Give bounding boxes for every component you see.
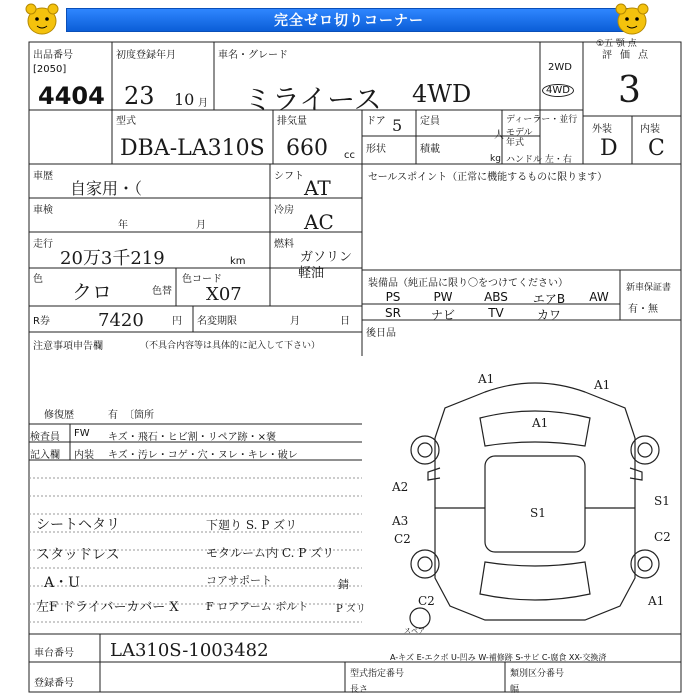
warranty-value: 有・無	[628, 304, 658, 315]
aftermarket-label: 後日品	[366, 328, 396, 339]
limit-day: 日	[340, 316, 350, 327]
damage-mark: C2	[394, 532, 411, 546]
checker-label: 検査員	[30, 432, 60, 443]
color-code-value: X07	[206, 284, 242, 305]
repair-value: 有	[108, 410, 118, 421]
inspector-note-2: モタルーム内 C. P ズリ	[206, 546, 335, 560]
color-value: クロ	[72, 280, 112, 304]
color-changed-label: 色替	[152, 286, 172, 297]
inspector-note-side: 錆	[338, 578, 349, 591]
inspector-note-2: コアサポート	[206, 574, 272, 587]
inspector-note-2: 下廻り S. P ズリ	[206, 518, 298, 532]
repair-label: 修復歴	[44, 410, 74, 421]
first-reg-month: 10	[174, 90, 195, 109]
damage-mark: A1	[594, 378, 611, 392]
sales-point-label: セールスポイント（正常に機能するものに限ります）	[368, 172, 608, 183]
limit-month: 月	[290, 316, 300, 327]
interior-label: 内装	[640, 124, 660, 135]
capacity-unit: 人	[494, 130, 504, 141]
model-value: DBA-LA310S	[120, 136, 265, 161]
first-reg-label: 初度登録年月	[116, 50, 176, 61]
damage-mark: S1	[530, 506, 546, 520]
shift-value: AT	[304, 176, 331, 200]
checker-fw: FW	[74, 428, 90, 439]
lot-label: 出品番号	[33, 50, 73, 61]
limit-label: 名変期限	[197, 316, 237, 327]
exterior-label: 外装	[592, 124, 612, 135]
usage-label: 車歴	[33, 171, 53, 182]
equipment-item: SR	[385, 306, 401, 320]
car-name-label: 車名・グレード	[218, 50, 288, 61]
recycle-unit: 円	[172, 316, 182, 327]
checker-interior: 内装	[74, 450, 94, 461]
banner-title: 完全ゼロ切りコーナー	[66, 8, 632, 32]
equipment-label: 装備品（純正品に限り〇をつけてください）	[368, 278, 568, 289]
mileage-value: 20万3千219	[60, 248, 165, 269]
equipment-item: TV	[488, 306, 504, 320]
color-label: 色	[33, 274, 43, 285]
damage-mark: A2	[392, 480, 409, 494]
damage-mark: C2	[418, 594, 435, 608]
first-reg-month-unit: 月	[198, 98, 208, 109]
equipment-row-1	[368, 290, 624, 307]
equipment-item: PS	[385, 290, 401, 304]
inspector-note-2: F ロアアーム ボルト	[206, 600, 309, 613]
mileage-label: 走行	[33, 239, 53, 250]
warranty-label: 新車保証書	[626, 283, 672, 293]
checker-interior-items: キズ・汚レ・コゲ・穴・ヌレ・キレ・破レ	[108, 450, 298, 461]
color-code-label: 色コード	[182, 274, 222, 285]
exterior-score: D	[600, 136, 618, 161]
drive-option-4wd: 4WD	[542, 84, 574, 97]
drive-option-2wd: 2WD	[548, 62, 572, 73]
car-name-value: ミライース	[244, 83, 382, 116]
spare-label: スペア	[404, 627, 425, 635]
displacement-value: 660	[286, 136, 328, 161]
header-snippet: ①五 顎 点	[596, 39, 637, 49]
equipment-item: ABS	[484, 290, 508, 304]
inspection-month-unit: 月	[196, 220, 206, 231]
equipment-row-2	[368, 306, 574, 323]
damage-mark: S1	[654, 494, 670, 508]
checker-fw-items: キズ・飛石・ヒビ割・リペア跡・×褒	[108, 432, 276, 443]
damage-mark: A1	[648, 594, 665, 608]
notes-label: 注意事項申告欄	[33, 341, 103, 352]
dealer-label: ディーラー・並行	[506, 115, 578, 125]
width-label: 幅	[510, 685, 520, 695]
aircon-value: AC	[304, 210, 334, 234]
door-value: 5	[392, 116, 403, 135]
equipment-item: PW	[433, 290, 453, 304]
checker-label-2: 記入欄	[30, 450, 60, 461]
inspector-note: スタッドレス	[36, 547, 120, 563]
inspection-label: 車検	[33, 205, 53, 216]
mileage-unit: km	[230, 256, 246, 267]
displacement-unit: cc	[344, 150, 355, 161]
aircon-label: 冷房	[274, 205, 294, 216]
fuel-label: 燃料	[274, 239, 294, 250]
equipment-item: AW	[589, 290, 609, 304]
equipment-item: エアB	[532, 292, 566, 306]
damage-mark: A1	[532, 416, 549, 430]
usage-value: 自家用・（	[70, 179, 143, 198]
notes-hint: （不具合内容等は具体的に記入して下さい）	[140, 341, 321, 351]
damage-mark: C2	[654, 530, 671, 544]
damage-mark: A1	[478, 372, 495, 386]
drive-value: 4WD	[412, 80, 472, 108]
score-label: 評価点	[602, 50, 656, 61]
chassis-label: 車台番号	[34, 648, 74, 659]
registration-label: 登録番号	[34, 678, 74, 689]
fuel-gasoline: ガソリン	[300, 250, 353, 265]
chassis-value: LA310S-1003482	[110, 640, 269, 661]
equipment-item: ナビ	[430, 308, 455, 322]
recycle-value: 7420	[98, 310, 144, 331]
lot-number: 4404	[38, 82, 105, 110]
first-reg-year: 23	[124, 82, 155, 110]
model-label: 型式	[116, 116, 136, 127]
inspector-note: 左F ドライバーカバー X	[36, 600, 179, 615]
displacement-label: 排気量	[277, 116, 307, 127]
score-value: 3	[618, 70, 641, 111]
inspector-note-side: P ズリ	[336, 604, 366, 615]
recycle-label: R券	[33, 316, 50, 327]
repair-where: 〔箇所	[124, 410, 154, 421]
capacity-label: 定員	[420, 116, 440, 127]
load-unit: kg	[490, 154, 501, 164]
lot-code: [2050]	[33, 64, 67, 75]
shape-label: 形状	[366, 144, 386, 155]
inspection-year-unit: 年	[118, 220, 128, 231]
fuel-light-oil: 軽油	[298, 266, 325, 281]
inspector-note: A・U	[44, 575, 80, 591]
load-label: 積載	[420, 144, 440, 155]
equipment-item: カワ	[536, 308, 561, 322]
damage-mark: A3	[392, 514, 409, 528]
shift-label: シフト	[274, 171, 304, 182]
handle-label: ハンドル 左・右	[506, 155, 572, 165]
door-label: ドア	[366, 116, 386, 127]
type-spec-label: 型式指定番号	[350, 669, 405, 679]
inspector-note: シートヘタリ	[36, 517, 120, 533]
interior-score: C	[648, 136, 665, 161]
length-label: 長さ	[350, 685, 369, 695]
damage-legend: A-キズ E-エクボ U-凹み W-補修跡 S-サビ C-腐食 XX-交換済	[390, 653, 607, 662]
class-spec-label: 類別区分番号	[510, 669, 565, 679]
model-year-label: モデル年式	[506, 128, 533, 148]
